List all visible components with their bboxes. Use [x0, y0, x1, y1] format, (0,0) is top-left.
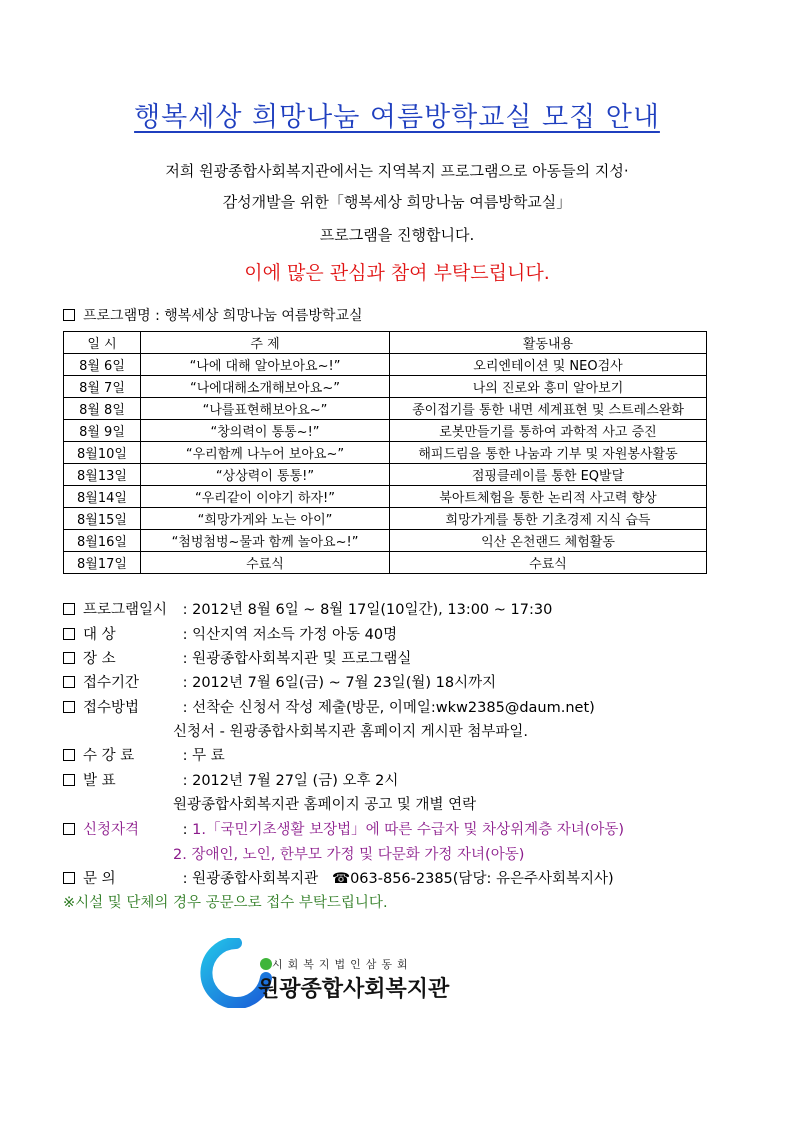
row-activity: 해피드림을 통한 나눔과 기부 및 자원봉사활동 [390, 442, 707, 464]
info-announce: 발 표 : 2012년 7월 27일 (금) 오후 2시 [63, 769, 398, 790]
title-text: 행복세상 희망나눔 여름방학교실 모집 안내 [134, 102, 660, 133]
table-row [64, 530, 707, 552]
info-period: 프로그램일시 : 2012년 8월 6일 ~ 8월 17일(10일간), 13:00 ~ 17:30 [63, 598, 552, 619]
info-label: 수 강 료 [83, 748, 135, 764]
appeal-text: 이에 많은 관심과 참여 부탁드립니다. [244, 262, 550, 284]
row-date: 8월 6일 [64, 354, 141, 376]
info-value: 익산지역 저소득 가정 아동 40명 [192, 627, 398, 643]
logo-subtitle: 시회복지법인삼동회 [272, 958, 413, 971]
row-activity: 로봇만들기를 통하여 과학적 사고 증진 [390, 420, 707, 442]
checkbox-square-icon [63, 749, 75, 761]
row-topic: “상상력이 통통!” [141, 464, 390, 486]
row-activity: 점핑클레이를 통한 EQ발달 [390, 464, 707, 486]
schedule-table [63, 331, 707, 574]
schedule-header-row [64, 332, 707, 354]
info-value: 2012년 7월 27일 (금) 오후 2시 [192, 773, 399, 789]
row-activity: 수료식 [390, 552, 707, 574]
row-date: 8월 9일 [64, 420, 141, 442]
checkbox-square-icon [63, 652, 75, 664]
checkbox-square-icon [63, 676, 75, 688]
program-name: 행복세상 희망나눔 여름방학교실 [164, 308, 363, 324]
table-row [64, 442, 707, 464]
info-value: 원광종합사회복지관 [192, 871, 319, 887]
info-label: 대 상 [83, 627, 116, 643]
table-row [64, 464, 707, 486]
info-target: 대 상 : 익산지역 저소득 가정 아동 40명 [63, 623, 397, 644]
checkbox-square-icon [63, 823, 75, 835]
row-date: 8월17일 [64, 552, 141, 574]
reception-method-sub: 신청서 - 원광종합사회복지관 홈페이지 게시판 첨부파일. [173, 724, 529, 740]
row-activity: 나의 진로와 흥미 알아보기 [390, 376, 707, 398]
row-date: 8월13일 [64, 464, 141, 486]
row-topic: “우리함께 나누어 보아요~” [141, 442, 390, 464]
checkbox-square-icon [63, 701, 75, 713]
row-activity: 희망가게를 통한 기초경제 지식 습득 [390, 508, 707, 530]
info-reception-method: 접수방법 : 선착순 신청서 작성 제출(방문, 이메일:wkw2385@daum.net) [63, 696, 595, 717]
row-date: 8월 7일 [64, 376, 141, 398]
checkbox-square-icon [63, 872, 75, 884]
info-value: 2012년 8월 6일 ~ 8월 17일(10일간), 13:00 ~ 17:30 [192, 602, 553, 618]
table-row [64, 420, 707, 442]
info-place: 장 소 : 원광종합사회복지관 및 프로그램실 [63, 647, 411, 668]
table-row [64, 376, 707, 398]
phone-icon: ☎ [332, 871, 351, 887]
program-label: 프로그램명 [83, 308, 151, 324]
row-date: 8월16일 [64, 530, 141, 552]
info-label: 신청자격 [83, 822, 140, 838]
row-date: 8월 8일 [64, 398, 141, 420]
document-title [0, 95, 794, 134]
info-fee: 수 강 료 : 무 료 [63, 744, 225, 765]
row-topic: “창의력이 통통~!” [141, 420, 390, 442]
table-row [64, 354, 707, 376]
logo-name: 원광종합사회복지관 [258, 977, 450, 1002]
info-value: 무 료 [192, 748, 225, 764]
program-name-line: 프로그램명 : 행복세상 희망나눔 여름방학교실 [63, 305, 363, 325]
row-topic: “나에대해소개해보아요~” [141, 376, 390, 398]
row-topic: “희망가게와 노는 아이” [141, 508, 390, 530]
info-inquiry: 문 의 : 원광종합사회복지관 ☎063-856-2385(담당: 유은주사회복지사) [63, 867, 614, 888]
info-label: 프로그램일시 [83, 602, 168, 618]
checkbox-square-icon [63, 774, 75, 786]
eligibility-sub: 2. 장애인, 노인, 한부모 가정 및 다문화 가정 자녀(아동) [173, 847, 525, 863]
row-activity: 종이접기를 통한 내면 세계표현 및 스트레스완화 [390, 398, 707, 420]
intro-line-3: 프로그램을 진행합니다. [319, 226, 475, 244]
intro-line-1: 저희 원광종합사회복지관에서는 지역복지 프로그램으로 아동들의 지성· [165, 162, 629, 180]
info-label: 발 표 [83, 773, 116, 789]
info-value: 선착순 신청서 작성 제출(방문, 이메일:wkw2385@daum.net) [192, 700, 595, 716]
note-text: ※시설 및 단체의 경우 공문으로 접수 부탁드립니다. [63, 895, 388, 911]
info-phone: 063-856-2385(담당: 유은주사회복지사) [350, 871, 614, 887]
header-date: 일 시 [64, 332, 141, 354]
row-topic: “나를표현해보아요~” [141, 398, 390, 420]
info-value: 1.「국민기초생활 보장법」에 따른 수급자 및 차상위계층 자녀(아동) [192, 822, 625, 838]
row-date: 8월15일 [64, 508, 141, 530]
info-label: 문 의 [83, 871, 116, 887]
row-activity: 오리엔테이션 및 NEO검사 [390, 354, 707, 376]
checkbox-square-icon [63, 603, 75, 615]
header-topic: 주 제 [141, 332, 390, 354]
checkbox-square-icon [63, 309, 75, 321]
checkbox-square-icon [63, 628, 75, 640]
row-topic: 수료식 [141, 552, 390, 574]
row-date: 8월10일 [64, 442, 141, 464]
row-activity: 익산 온천랜드 체험활동 [390, 530, 707, 552]
info-value: 2012년 7월 6일(금) ~ 7월 23일(월) 18시까지 [192, 675, 497, 691]
info-value: 원광종합사회복지관 및 프로그램실 [192, 651, 412, 667]
info-reception-period: 접수기간 : 2012년 7월 6일(금) ~ 7월 23일(월) 18시까지 [63, 671, 496, 692]
intro-line-2: 감성개발을 위한「행복세상 희망나눔 여름방학교실」 [222, 193, 572, 211]
table-row [64, 508, 707, 530]
row-activity: 북아트체험을 통한 논리적 사고력 향상 [390, 486, 707, 508]
table-row [64, 486, 707, 508]
info-label: 접수방법 [83, 700, 140, 716]
row-topic: “나에 대해 알아보아요~!” [141, 354, 390, 376]
header-activity: 활동내용 [390, 332, 707, 354]
table-row [64, 552, 707, 574]
row-date: 8월14일 [64, 486, 141, 508]
announce-sub: 원광종합사회복지관 홈페이지 공고 및 개별 연락 [173, 797, 477, 813]
info-eligibility: 신청자격 : 1.「국민기초생활 보장법」에 따른 수급자 및 차상위계층 자녀(아동) [63, 818, 624, 839]
row-topic: “첨벙첨벙~물과 함께 놀아요~!” [141, 530, 390, 552]
info-label: 접수기간 [83, 675, 140, 691]
table-row [64, 398, 707, 420]
info-label: 장 소 [83, 651, 116, 667]
row-topic: “우리같이 이야기 하자!” [141, 486, 390, 508]
